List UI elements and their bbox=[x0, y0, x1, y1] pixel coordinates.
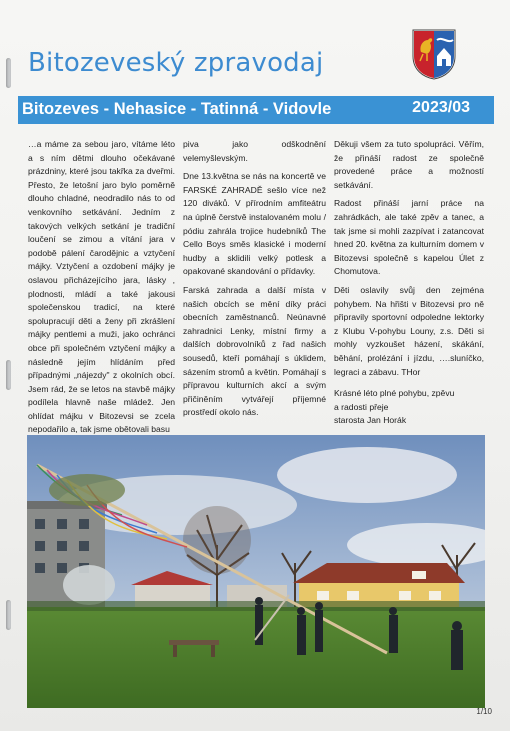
article-column-3 bbox=[334, 138, 484, 433]
article-column-2 bbox=[183, 138, 326, 425]
maypole-photo bbox=[27, 435, 485, 708]
paragraph: …a máme za sebou jaro, vítáme léto a s ním dětmi dlouho očekávané prázdniny, které jsou takřka za dveřmi. Přesto, že letošní jaro bylo poměrně dlouho chladné, neodradilo nás to od venkovního setkávání. Jedním z takových velkých setkání je tradiční loučení se zimou a vítání jara v podobě pálení čarodějnic a vztyčení májky. Vztyčení a ozdobení májky je oslavou přicházejícího jara, lásky , plodnosti, mládí a také jakousi společenskou tradicí, na které spolupracují děti a ženy při zkrášlení májky pentlemi a muži, jako ochránci obce při společném vztyčení májky a následně jejím hlídáním před případnými „nájezdy" z okolních obcí. Jsem rád, že se letos na stavbě májky podílela hlavně naše mládež. Jen ohlídat májku v Bitozevsi se zcela nepodařilo a, tak jsme obětovali basu bbox=[28, 139, 175, 435]
villages-line: Bitozeves - Nehasice - Tatinná - Vidovle bbox=[22, 100, 332, 118]
issue-number: 2023/03 bbox=[412, 99, 470, 116]
paragraph: piva jako odškodnění velemyšlevským. bbox=[183, 139, 326, 163]
signature-line: Krásné léto plné pohybu, zpěvu bbox=[334, 388, 455, 399]
paragraph: Farská zahrada a další místa v našich obcích se mění díky práci obecních zaměstnanců. Neúnavné zahradnici Lenky, místní firmy a dalších dobrovolníků z řad našich sousedů, kteří pomáhají s úklidem, sázením stromů a květin. Pomáhají s přípravou kulturních akcí a svým přičiněním vytvářejí příjemné prostředí okolo nás. bbox=[183, 284, 326, 418]
municipal-crest-icon bbox=[411, 28, 457, 80]
maypole-scene-image bbox=[27, 435, 485, 708]
paragraph: Děkuji všem za tuto spolupráci. Věřím, že přináší radost ze společně provedené práce a možností setkávání. bbox=[334, 139, 484, 190]
signature bbox=[334, 387, 484, 428]
newsletter-title: Bitozeveský zpravodaj bbox=[28, 48, 324, 78]
title-banner bbox=[18, 96, 494, 124]
paragraph: Radost přináší jarní práce na zahrádkách, ale také zpěv a tanec, a tak jsme si mohli zazpívat i zatancovat hned 20. května za kulturním domem v Bitozevsi společně s kapelou Úlet z Chomutova. bbox=[334, 198, 484, 277]
signature-line: a radosti přeje bbox=[334, 401, 389, 412]
signature-line: starosta Jan Horák bbox=[334, 415, 407, 426]
page-number: 1/10 bbox=[476, 707, 492, 716]
paragraph: Děti oslavily svůj den zejména pohybem. Na hřišti v Bitozevsi pro ně připravily sportovní odpoledne lektorky z Klubu V-pohybu Louny, z.s. Děti si mohly vyzkoušet házení, skákání, běhání, prolézání i jízdu, ….sluníčko, legraci a zábavu. THor bbox=[334, 284, 484, 377]
paragraph: Dne 13.května se nás na koncertě ve FARSKÉ ZAHRADĚ sešlo více než 120 diváků. V přírodním amfiteátru na úplně čerstvě instalovaném molu / pódiu zahrála trojice hudebníků The Cello Boys směs klasické i moderní hudby a sklidili velký potlesk a opakované skandování o přídavky. bbox=[183, 171, 326, 277]
article-column-1 bbox=[28, 138, 175, 442]
